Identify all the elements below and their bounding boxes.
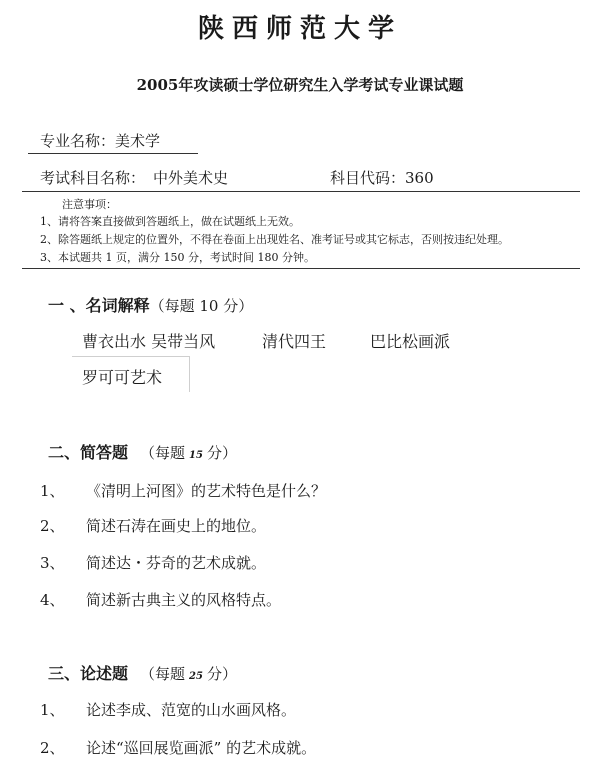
note-item-3: 3、本试题共 1 页，满分 150 分，考试时间 180 分钟。 — [40, 251, 315, 264]
subject-label: 考试科目名称： — [40, 169, 146, 187]
section3-points: 25 — [189, 671, 203, 682]
section2-heading — [48, 440, 237, 463]
term-box-top — [72, 356, 190, 357]
term-item: 罗可可艺术 — [82, 368, 163, 387]
list-item — [40, 480, 326, 501]
major-label: 专业名称： — [40, 132, 116, 150]
question-text: 简述达・芬奇的艺术成就。 — [86, 554, 267, 572]
term-item: 曹衣出水 吴带当风 — [82, 332, 216, 351]
term-item: 巴比松画派 — [370, 332, 451, 351]
code-value: 360 — [405, 169, 434, 187]
section1-note: （每题 10 分） — [149, 297, 254, 315]
section1-heading — [48, 293, 253, 316]
term-box-right — [189, 356, 190, 392]
major-value: 美术学 — [115, 132, 161, 150]
question-text: 论述李成、范宽的山水画风格。 — [86, 701, 297, 719]
code-line — [330, 167, 434, 188]
list-item — [40, 737, 316, 758]
section2-title: 二、简答题 — [48, 443, 129, 462]
section2-note-before: （每题 — [140, 444, 186, 462]
exam-title: 2005年攻读硕士学位研究生入学考试专业课试题 — [136, 76, 464, 94]
question-number: 2、 — [40, 739, 65, 757]
subject-value: 中外美术史 — [153, 169, 229, 187]
question-number: 1、 — [40, 482, 65, 500]
list-item — [40, 552, 266, 573]
section3-note-after: 分） — [206, 665, 237, 683]
major-underline — [28, 153, 198, 154]
notes-heading: 注意事项： — [62, 198, 117, 211]
question-text: 论述“巡回展览画派” 的艺术成就。 — [86, 739, 317, 757]
major-line — [40, 130, 160, 151]
section3-note-before: （每题 — [140, 665, 186, 683]
question-number: 4、 — [40, 591, 65, 609]
section2-note-after: 分） — [206, 444, 237, 462]
question-number: 2、 — [40, 517, 65, 535]
question-number: 1、 — [40, 701, 65, 719]
question-text: 简述新古典主义的风格特点。 — [86, 591, 282, 609]
list-item — [40, 515, 266, 536]
note-item-2: 2、除答题纸上规定的位置外，不得在卷面上出现姓名、准考证号或其它标志，否则按违纪处理。 — [40, 233, 509, 246]
section3-heading — [48, 661, 237, 684]
section3-title: 三、论述题 — [48, 664, 129, 683]
subject-line — [40, 167, 228, 188]
note-item-1: 1、请将答案直接做到答题纸上，做在试题纸上无效。 — [40, 215, 300, 228]
section2-points: 15 — [189, 450, 203, 461]
notes-underline — [22, 268, 580, 269]
section1-title: 一 、名词解释 — [48, 296, 150, 315]
list-item — [40, 589, 281, 610]
university-name: 陕西师范大学 — [197, 14, 402, 44]
question-text: 简述石涛在画史上的地位。 — [86, 517, 267, 535]
question-text: 《清明上河图》的艺术特色是什么？ — [86, 482, 327, 500]
code-label: 科目代码： — [330, 169, 406, 187]
list-item — [40, 699, 296, 720]
question-number: 3、 — [40, 554, 65, 572]
term-item: 清代四王 — [262, 332, 327, 351]
info-underline — [22, 191, 580, 192]
